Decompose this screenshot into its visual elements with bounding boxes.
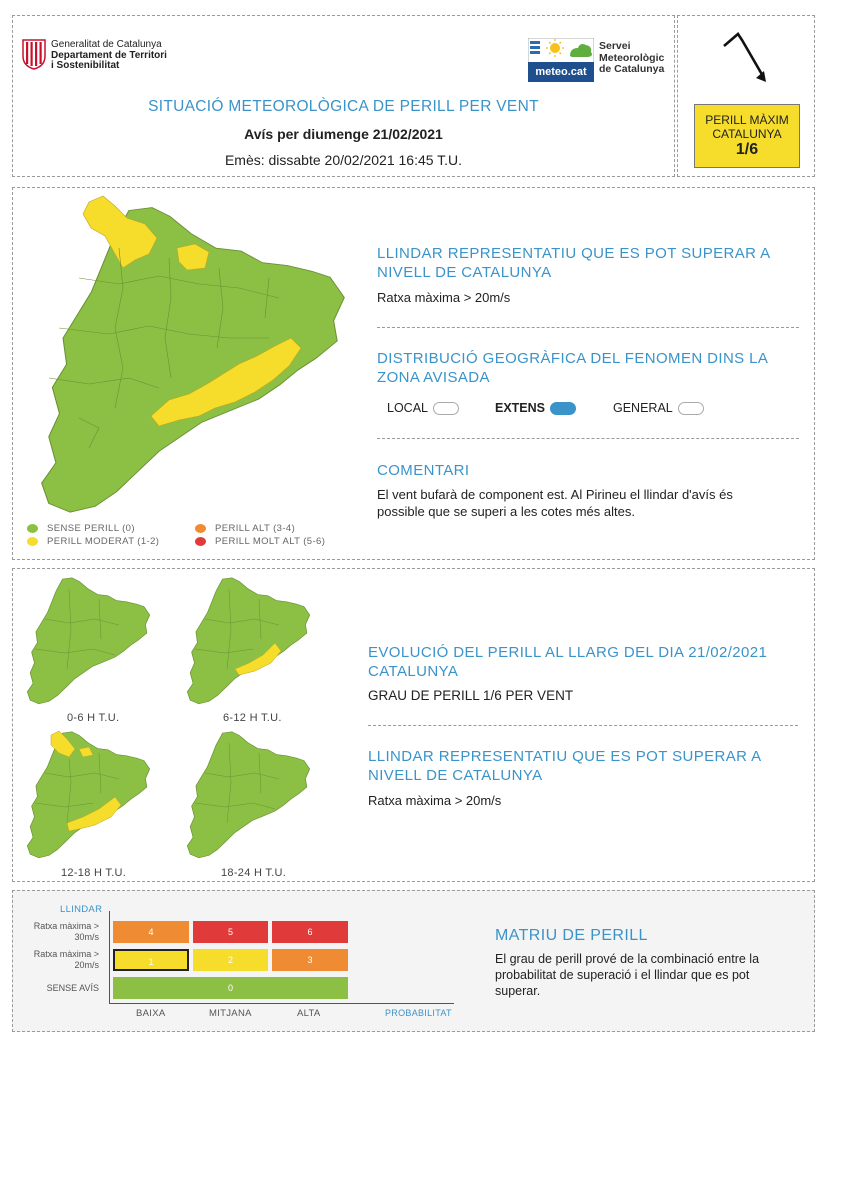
map-period-2: [179, 569, 319, 714]
threshold-value: Ratxa màxima > 20m/s: [377, 290, 511, 305]
legend-dot-yellow-icon: [27, 537, 38, 546]
matrix-cell-0: 0: [113, 977, 348, 999]
header-panel: [12, 15, 675, 177]
divider: [377, 327, 799, 328]
col-label-alta: ALTA: [297, 1008, 321, 1019]
map-period-4: [179, 723, 319, 868]
main-warning-panel: [12, 187, 815, 560]
matrix-title: MATRIU DE PERILL: [495, 927, 648, 944]
max-danger-line1: PERILL MÀXIM: [705, 113, 789, 127]
threshold-title: LLINDAR REPRESENTATIU QUE ES POT SUPERAR A NIVELL DE CATALUNYA: [377, 245, 770, 281]
distribution-label-general: GENERAL: [613, 401, 673, 415]
evolution-panel: [12, 568, 815, 882]
legend-item-0: [27, 523, 135, 534]
page-subtitle: Avís per diumenge 21/02/2021: [244, 126, 443, 142]
general-toggle[interactable]: [678, 402, 704, 415]
evolution-title: EVOLUCIÓ DEL PERILL AL LLARG DEL DIA 21/02/2021 CATALUNYA: [368, 644, 768, 680]
evolution-threshold-title: LLINDAR REPRESENTATIU QUE ES POT SUPERAR A NIVELL DE CATALUNYA: [368, 748, 761, 784]
matrix-cell-4: 4: [113, 921, 189, 943]
generalitat-logo-icon: [21, 38, 47, 75]
matrix-y-axis-title: LLINDAR: [60, 904, 103, 915]
legend-dot-red-icon: [195, 537, 206, 546]
evolution-threshold-value: Ratxa màxima > 20m/s: [368, 793, 502, 808]
row-label-none: SENSE AVÍS: [46, 983, 99, 993]
legend-label-1: PERILL MODERAT (1-2): [47, 536, 160, 547]
max-danger-panel: [677, 15, 815, 177]
max-danger-line2: CATALUNYA: [712, 127, 782, 141]
matrix-x-axis: [109, 1003, 454, 1004]
comment-title: COMENTARI: [377, 462, 470, 479]
row-label-30: Ratxa màxima > 30m/s: [33, 921, 99, 942]
wind-direction-icon: [720, 30, 770, 91]
period-label-3: 12-18 H T.U.: [61, 867, 127, 879]
divider: [368, 725, 798, 726]
legend-label-0: SENSE PERILL (0): [47, 523, 135, 534]
distribution-title: DISTRIBUCIÓ GEOGRÀFICA DEL FENOMEN DINS LA ZONA AVISADA: [377, 350, 768, 386]
max-danger-badge: [694, 104, 800, 168]
comment-text: El vent bufarà de component est. Al Pirineu el llindar d'avís és possible que se superi a les cotes més altes.: [377, 487, 733, 519]
matrix-cell-5: 5: [193, 921, 268, 943]
distribution-label-extens: EXTENS: [495, 401, 546, 415]
legend-dot-orange-icon: [195, 524, 206, 533]
meteo-line3: de Catalunya: [599, 63, 665, 75]
extens-toggle[interactable]: [550, 402, 576, 415]
map-period-3: [19, 723, 159, 868]
meteocat-logo-icon: [528, 38, 594, 87]
issued-text: Emès: dissabte 20/02/2021 16:45 T.U.: [224, 152, 463, 168]
matrix-cell-6: 6: [272, 921, 348, 943]
legend-item-2: [195, 523, 295, 534]
legend-dot-green-icon: [27, 524, 38, 533]
distribution-option-extens: [495, 400, 576, 417]
period-label-1: 0-6 H T.U.: [67, 712, 120, 724]
legend-item-3: [195, 536, 325, 547]
matrix-y-axis: [109, 911, 110, 1003]
col-label-baixa: BAIXA: [136, 1008, 166, 1019]
row-label-20: Ratxa màxima > 20m/s: [33, 949, 99, 970]
matrix-cell-2: 2: [193, 949, 268, 971]
max-danger-level: 1/6: [735, 141, 759, 158]
legend-label-2: PERILL ALT (3-4): [215, 523, 296, 534]
meteocat-text: [599, 41, 664, 76]
distribution-option-general: [613, 400, 704, 417]
meteo-line1: Servei: [599, 40, 631, 52]
period-label-4: 18-24 H T.U.: [221, 867, 287, 879]
legend-item-1: [27, 536, 159, 547]
matrix-text: El grau de perill prové de la combinació entre la probabilitat de superació i el llindar que es pot superar.: [495, 952, 760, 998]
catalonia-map: [19, 188, 353, 523]
danger-matrix-panel: [12, 890, 815, 1032]
generalitat-name: Generalitat de Catalunya: [51, 39, 162, 50]
matrix-cell-3: 3: [272, 949, 348, 971]
department-name-2: i Sostenibilitat: [51, 60, 120, 71]
map-period-1: [19, 569, 159, 714]
generalitat-text: [51, 40, 167, 72]
page-title: SITUACIÓ METEOROLÒGICA DE PERILL PER VENT: [148, 98, 539, 115]
legend-label-3: PERILL MOLT ALT (5-6): [215, 536, 326, 547]
meteocat-logo-text: meteo.cat: [535, 66, 587, 78]
department-name-1: Departament de Territori: [51, 49, 167, 61]
evolution-grade: GRAU DE PERILL 1/6 PER VENT: [368, 688, 574, 703]
divider: [377, 438, 799, 439]
col-label-mitjana: MITJANA: [209, 1008, 252, 1019]
matrix-cell-1-selected: 1: [113, 949, 189, 971]
matrix-x-axis-title: PROBABILITAT: [385, 1008, 452, 1018]
distribution-option-local: [387, 400, 459, 417]
meteo-line2: Meteorològic: [599, 51, 665, 64]
distribution-label-local: LOCAL: [387, 401, 428, 415]
local-toggle[interactable]: [433, 402, 459, 415]
period-label-2: 6-12 H T.U.: [223, 712, 282, 724]
